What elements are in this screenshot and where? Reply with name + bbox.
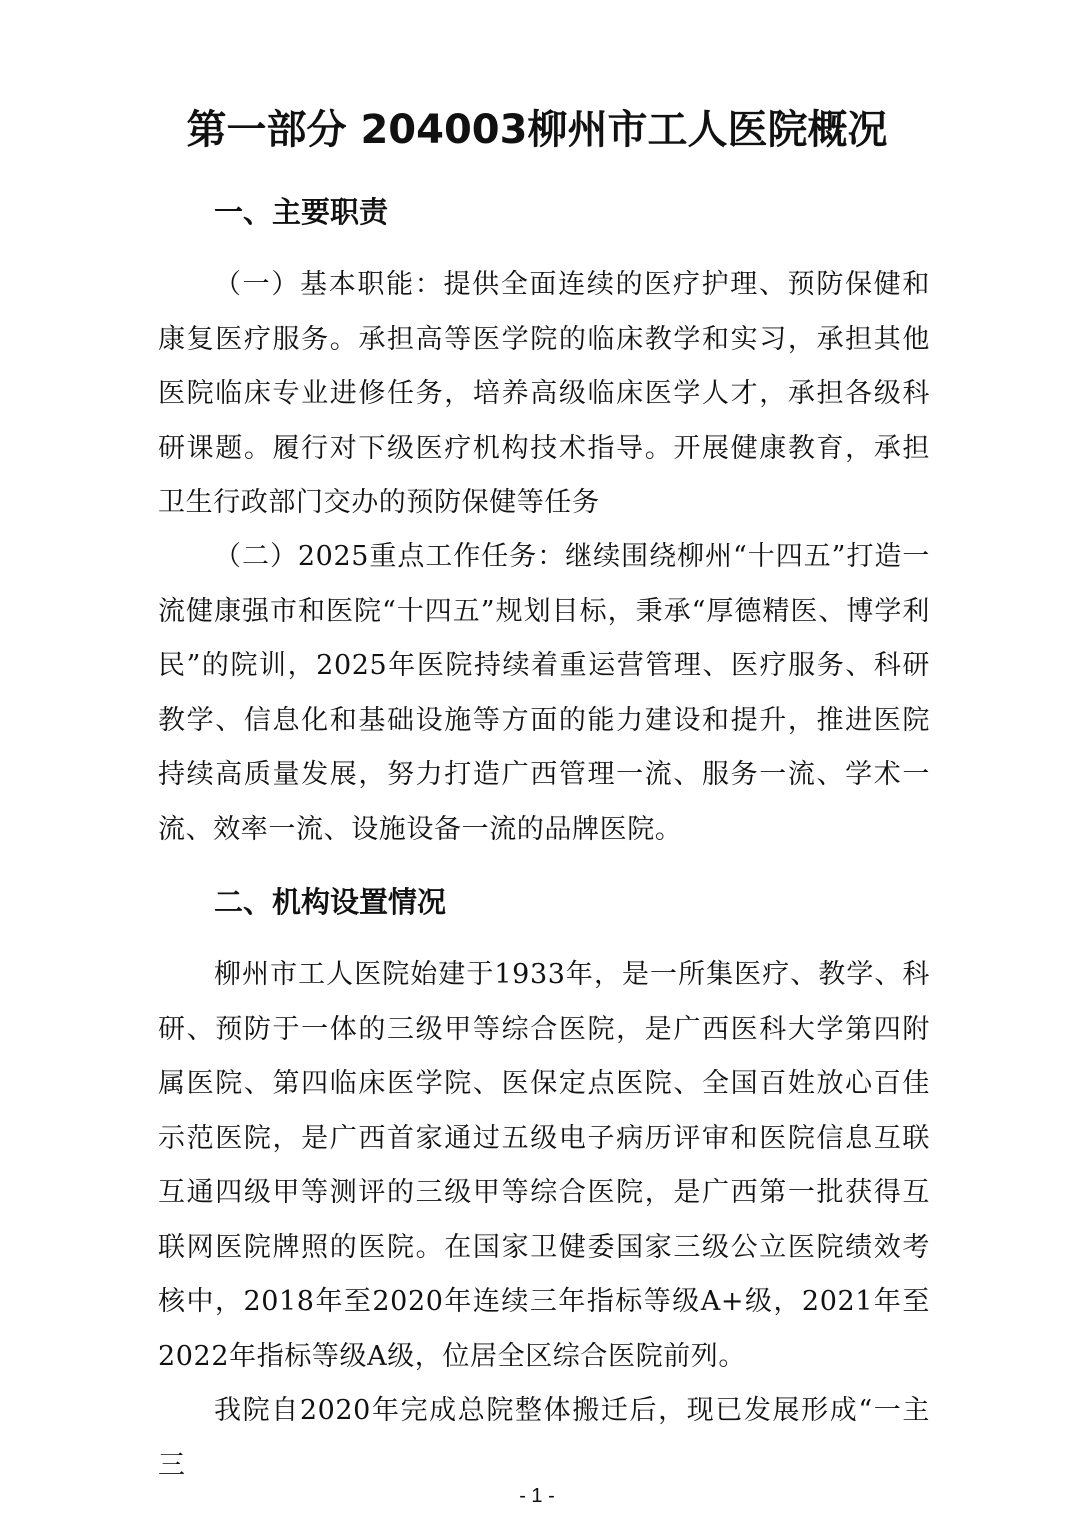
document-title: 第一部分 204003柳州市工人医院概况 <box>186 107 888 153</box>
section-heading-responsibilities: 一、主要职责 <box>214 195 389 229</box>
paragraph-hospital-overview: 柳州市工人医院始建于1933年，是一所集医疗、教学、科研、预防于一体的三级甲等综合医院，是广西医科大学第四附属医院、第四临床医学院、医保定点医院、全国百姓放心百佳示范医院，是广西首家通过五级电子病历评审和医院信息互联互通四级甲等测评的三级甲等综合医院，是广西第一批获得互联网医院牌照的医院。在国家卫健委国家三级公立医院绩效考核中，2018年至2020年连续三年指标等级A+级，2021年至2022年指标等级A级，位居全区综合医院前列。 <box>158 959 930 1372</box>
page-number: - 1 - <box>519 1485 555 1507</box>
section-heading-organization: 二、机构设置情况 <box>214 885 447 919</box>
paragraph-relocation: 我院自2020年完成总院整体搬迁后，现已发展形成“一主三 <box>158 1395 930 1481</box>
paragraph-basic-functions: （一）基本职能：提供全面连续的医疗护理、预防保健和康复医疗服务。承担高等医学院的临床教学和实习，承担其他医院临床专业进修任务，培养高级临床医学人才，承担各级科研课题。履行对下级医疗机构技术指导。开展健康教育，承担卫生行政部门交办的预防保健等任务 <box>158 269 930 518</box>
paragraph-key-tasks-2025: （二）2025重点工作任务：继续围绕柳州“十四五”打造一流健康强市和医院“十四五”规划目标，秉承“厚德精医、博学利民”的院训，2025年医院持续着重运营管理、医疗服务、科研教学、信息化和基础设施等方面的能力建设和提升，推进医院持续高质量发展，努力打造广西管理一流、服务一流、学术一流、效率一流、设施设备一流的品牌医院。 <box>158 541 930 845</box>
